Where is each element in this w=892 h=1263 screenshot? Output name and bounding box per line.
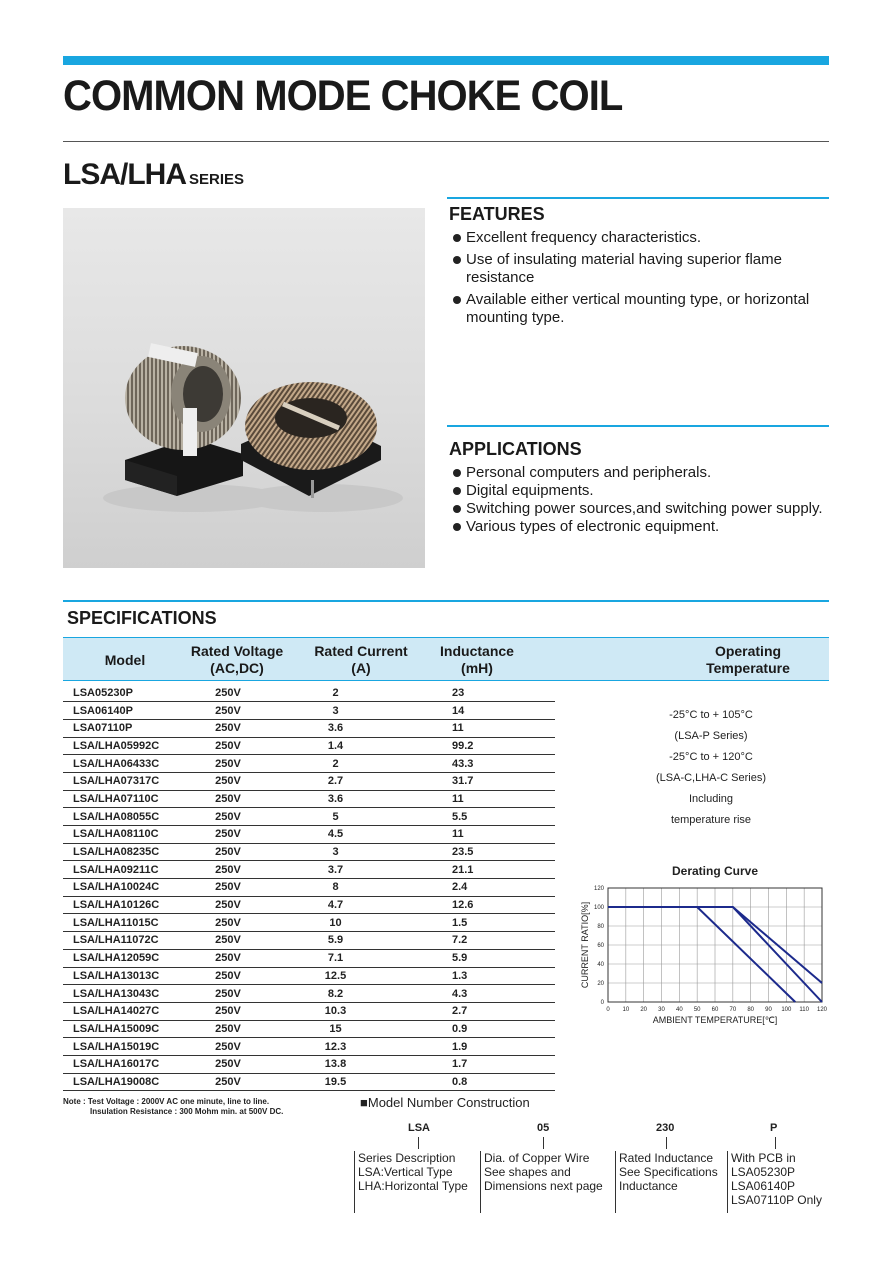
x-tick-label: 80 <box>747 1007 755 1013</box>
table-row <box>63 826 555 844</box>
cell-model: LSA/LHA07110C <box>63 790 171 808</box>
title-divider <box>63 141 829 142</box>
cell-inductance: 14 <box>386 702 555 720</box>
series-main-label: LSA/LHA <box>63 158 186 191</box>
table-row <box>63 861 555 879</box>
cell-inductance: 2.7 <box>386 1002 555 1020</box>
y-tick-label: 60 <box>597 943 604 949</box>
applications-bar <box>447 425 829 427</box>
derating-curve-chart <box>572 858 828 1034</box>
model-code-inductance: 230 <box>656 1122 675 1134</box>
cell-model: LSA/LHA10126C <box>63 896 171 914</box>
cell-model: LSA/LHA11015C <box>63 914 171 932</box>
cell-inductance: 12.6 <box>386 896 555 914</box>
cell-rated-voltage: 250V <box>171 808 285 826</box>
cell-model: LSA05230P <box>63 684 171 702</box>
cell-inductance: 1.3 <box>386 967 555 985</box>
cell-rated-voltage: 250V <box>171 1002 285 1020</box>
cell-model: LSA/LHA14027C <box>63 1002 171 1020</box>
features-list <box>451 229 829 331</box>
cell-model: LSA/LHA12059C <box>63 949 171 967</box>
table-row <box>63 949 555 967</box>
model-code-series: LSA <box>408 1122 430 1134</box>
cell-inductance: 23 <box>386 684 555 702</box>
cell-rated-current: 12.5 <box>285 967 386 985</box>
cell-rated-current: 19.5 <box>285 1073 386 1091</box>
cell-inductance: 11 <box>386 790 555 808</box>
cell-rated-voltage: 250V <box>171 684 285 702</box>
x-tick-label: 0 <box>606 1007 610 1013</box>
cell-model: LSA06140P <box>63 702 171 720</box>
y-tick-label: 100 <box>593 905 604 911</box>
table-row <box>63 967 555 985</box>
x-axis-label: AMBIENT TEMPERATURE[℃] <box>652 1015 778 1025</box>
cell-inductance: 0.8 <box>386 1073 555 1091</box>
table-row <box>63 985 555 1003</box>
application-item: Personal computers and peripherals. <box>451 464 829 482</box>
x-tick-label: 20 <box>640 1007 648 1013</box>
top-accent-bar <box>63 56 829 65</box>
model-code-tick <box>543 1137 544 1149</box>
cell-rated-voltage: 250V <box>171 843 285 861</box>
cell-rated-voltage: 250V <box>171 790 285 808</box>
x-tick-label: 10 <box>622 1007 630 1013</box>
test-note <box>63 1097 283 1117</box>
chart-title: Derating Curve <box>671 864 759 878</box>
table-row <box>63 808 555 826</box>
table-row <box>63 843 555 861</box>
applications-list <box>451 464 829 536</box>
table-row <box>63 1038 555 1056</box>
cell-rated-voltage: 250V <box>171 1020 285 1038</box>
table-row <box>63 772 555 790</box>
cell-inductance: 5.9 <box>386 949 555 967</box>
cell-inductance: 11 <box>386 719 555 737</box>
operating-temperature-block <box>600 705 822 831</box>
feature-item: Available either vertical mounting type, or horizontal mounting type. <box>451 291 829 327</box>
temp-line: Including <box>688 793 734 805</box>
application-item: Various types of electronic equipment. <box>451 518 829 536</box>
cell-rated-current: 15 <box>285 1020 386 1038</box>
y-tick-label: 40 <box>597 962 604 968</box>
cell-inductance: 2.4 <box>386 879 555 897</box>
cell-rated-current: 4.5 <box>285 826 386 844</box>
cell-rated-current: 12.3 <box>285 1038 386 1056</box>
header-operating-temperature: Operating Temperature <box>706 643 790 676</box>
cell-inductance: 11 <box>386 826 555 844</box>
cell-inductance: 1.9 <box>386 1038 555 1056</box>
table-row <box>63 755 555 773</box>
cell-rated-voltage: 250V <box>171 1073 285 1091</box>
feature-item: Use of insulating material having superior flame resistance <box>451 251 829 287</box>
table-row <box>63 896 555 914</box>
model-code-pcb: P <box>770 1122 778 1134</box>
cell-rated-current: 5.9 <box>285 932 386 950</box>
cell-rated-voltage: 250V <box>171 1038 285 1056</box>
x-tick-label: 60 <box>711 1007 719 1013</box>
application-item: Digital equipments. <box>451 482 829 500</box>
cell-model: LSA/LHA08235C <box>63 843 171 861</box>
table-row <box>63 684 555 702</box>
cell-model: LSA/LHA05992C <box>63 737 171 755</box>
cell-inductance: 21.1 <box>386 861 555 879</box>
temp-line: -25°C to + 120°C <box>669 751 753 763</box>
cell-inductance: 23.5 <box>386 843 555 861</box>
x-tick-label: 120 <box>816 1007 828 1013</box>
x-tick-label: 100 <box>781 1007 792 1013</box>
x-tick-label: 40 <box>675 1007 683 1013</box>
x-tick-label: 30 <box>658 1007 665 1013</box>
cell-model: LSA/LHA10024C <box>63 879 171 897</box>
model-code-wire: 05 <box>537 1122 550 1134</box>
spec-table-header <box>63 637 829 681</box>
temp-line: (LSA-P Series) <box>674 730 748 742</box>
header-inductance: Inductance (mH) <box>440 643 514 676</box>
table-row <box>63 1073 555 1091</box>
cell-model: LSA/LHA06433C <box>63 755 171 773</box>
cell-inductance: 99.2 <box>386 737 555 755</box>
table-row <box>63 702 555 720</box>
table-row <box>63 1020 555 1038</box>
cell-model: LSA/LHA11072C <box>63 932 171 950</box>
y-tick-label: 20 <box>597 981 604 987</box>
cell-rated-current: 8 <box>285 879 386 897</box>
cell-rated-current: 5 <box>285 808 386 826</box>
cell-rated-current: 3.6 <box>285 719 386 737</box>
cell-rated-voltage: 250V <box>171 861 285 879</box>
cell-inductance: 0.9 <box>386 1020 555 1038</box>
model-desc-series: Series Description LSA:Vertical Type LHA:Horizontal Type <box>354 1151 478 1213</box>
y-tick-label: 0 <box>600 1000 604 1006</box>
application-item: Switching power sources,and switching power supply. <box>451 500 829 518</box>
cell-model: LSA/LHA13013C <box>63 967 171 985</box>
cell-rated-current: 2.7 <box>285 772 386 790</box>
cell-rated-voltage: 250V <box>171 932 285 950</box>
cell-model: LSA/LHA09211C <box>63 861 171 879</box>
series-sub-label: SERIES <box>189 171 245 188</box>
cell-rated-voltage: 250V <box>171 914 285 932</box>
series-title <box>63 158 244 192</box>
cell-rated-current: 13.8 <box>285 1055 386 1073</box>
spec-table-body <box>63 684 555 1091</box>
header-rated-voltage: Rated Voltage (AC,DC) <box>190 643 284 676</box>
cell-rated-current: 4.7 <box>285 896 386 914</box>
cell-rated-voltage: 250V <box>171 702 285 720</box>
derating-line-1 <box>608 907 795 1002</box>
cell-model: LSA/LHA16017C <box>63 1055 171 1073</box>
specifications-bar <box>63 600 829 602</box>
table-row <box>63 1002 555 1020</box>
cell-rated-current: 3.6 <box>285 790 386 808</box>
cell-rated-current: 8.2 <box>285 985 386 1003</box>
cell-rated-voltage: 250V <box>171 896 285 914</box>
model-code-tick <box>666 1137 667 1149</box>
cell-rated-current: 2 <box>285 755 386 773</box>
model-desc-wire: Dia. of Copper Wire See shapes and Dimensions next page <box>480 1151 614 1213</box>
cell-model: LSA/LHA13043C <box>63 985 171 1003</box>
header-rated-current: Rated Current (A) <box>314 643 408 676</box>
cell-rated-voltage: 250V <box>171 949 285 967</box>
cell-rated-current: 1.4 <box>285 737 386 755</box>
choke-coil-illustration <box>63 208 425 568</box>
cell-model: LSA/LHA15019C <box>63 1038 171 1056</box>
table-row <box>63 932 555 950</box>
cell-inductance: 4.3 <box>386 985 555 1003</box>
cell-rated-current: 3 <box>285 702 386 720</box>
model-desc-pcb: With PCB in LSA05230P LSA06140P LSA07110P Only <box>727 1151 831 1213</box>
cell-model: LSA/LHA08110C <box>63 826 171 844</box>
cell-inductance: 1.7 <box>386 1055 555 1073</box>
y-tick-label: 80 <box>597 924 604 930</box>
features-title: FEATURES <box>449 204 545 224</box>
y-tick-label: 120 <box>593 886 604 892</box>
x-tick-label: 70 <box>729 1007 737 1013</box>
model-desc-inductance: Rated Inductance See Specifications Inductance <box>615 1151 725 1213</box>
cell-inductance: 31.7 <box>386 772 555 790</box>
temp-line: temperature rise <box>670 814 752 826</box>
square-bullet-icon: ■ <box>360 1095 368 1110</box>
table-row <box>63 719 555 737</box>
cell-inductance: 7.2 <box>386 932 555 950</box>
spec-table <box>63 684 555 1091</box>
cell-rated-voltage: 250V <box>171 719 285 737</box>
cell-model: LSA/LHA08055C <box>63 808 171 826</box>
cell-rated-voltage: 250V <box>171 737 285 755</box>
temp-line: -25°C to + 105°C <box>669 709 753 721</box>
cell-model: LSA/LHA15009C <box>63 1020 171 1038</box>
header-model: Model <box>104 651 146 668</box>
product-photo <box>63 208 425 568</box>
features-bar <box>447 197 829 199</box>
model-code-tick <box>775 1137 776 1149</box>
table-row <box>63 1055 555 1073</box>
model-construction-title: ■Model Number Construction <box>360 1095 530 1110</box>
feature-item: Excellent frequency characteristics. <box>451 229 829 247</box>
cell-rated-current: 10.3 <box>285 1002 386 1020</box>
x-tick-label: 110 <box>799 1007 809 1013</box>
cell-inductance: 5.5 <box>386 808 555 826</box>
table-row <box>63 737 555 755</box>
y-axis-label: CURRENT RATIO[%] <box>580 901 590 989</box>
table-row <box>63 879 555 897</box>
note-line-1: Note : Test Voltage : 2000V AC one minute, line to line. <box>63 1097 270 1106</box>
cell-rated-voltage: 250V <box>171 755 285 773</box>
cell-rated-current: 2 <box>285 684 386 702</box>
model-code-tick <box>418 1137 419 1149</box>
cell-rated-voltage: 250V <box>171 967 285 985</box>
cell-model: LSA07110P <box>63 719 171 737</box>
table-row <box>63 790 555 808</box>
temp-line: (LSA-C,LHA-C Series) <box>655 772 767 784</box>
cell-model: LSA/LHA19008C <box>63 1073 171 1091</box>
cell-rated-current: 7.1 <box>285 949 386 967</box>
cell-inductance: 43.3 <box>386 755 555 773</box>
x-tick-label: 50 <box>693 1007 701 1013</box>
cell-rated-voltage: 250V <box>171 985 285 1003</box>
note-line-2: Insulation Resistance : 300 Mohm min. at 500V DC. <box>90 1107 284 1116</box>
cell-rated-current: 3.7 <box>285 861 386 879</box>
specifications-title: SPECIFICATIONS <box>67 608 217 628</box>
applications-title: APPLICATIONS <box>449 439 582 459</box>
page-title: COMMON MODE CHOKE COIL <box>63 72 623 120</box>
cell-inductance: 1.5 <box>386 914 555 932</box>
table-row <box>63 914 555 932</box>
cell-rated-voltage: 250V <box>171 879 285 897</box>
x-tick-label: 90 <box>765 1007 772 1013</box>
cell-rated-current: 3 <box>285 843 386 861</box>
cell-rated-current: 10 <box>285 914 386 932</box>
cell-rated-voltage: 250V <box>171 1055 285 1073</box>
cell-rated-voltage: 250V <box>171 826 285 844</box>
cell-model: LSA/LHA07317C <box>63 772 171 790</box>
cell-rated-voltage: 250V <box>171 772 285 790</box>
